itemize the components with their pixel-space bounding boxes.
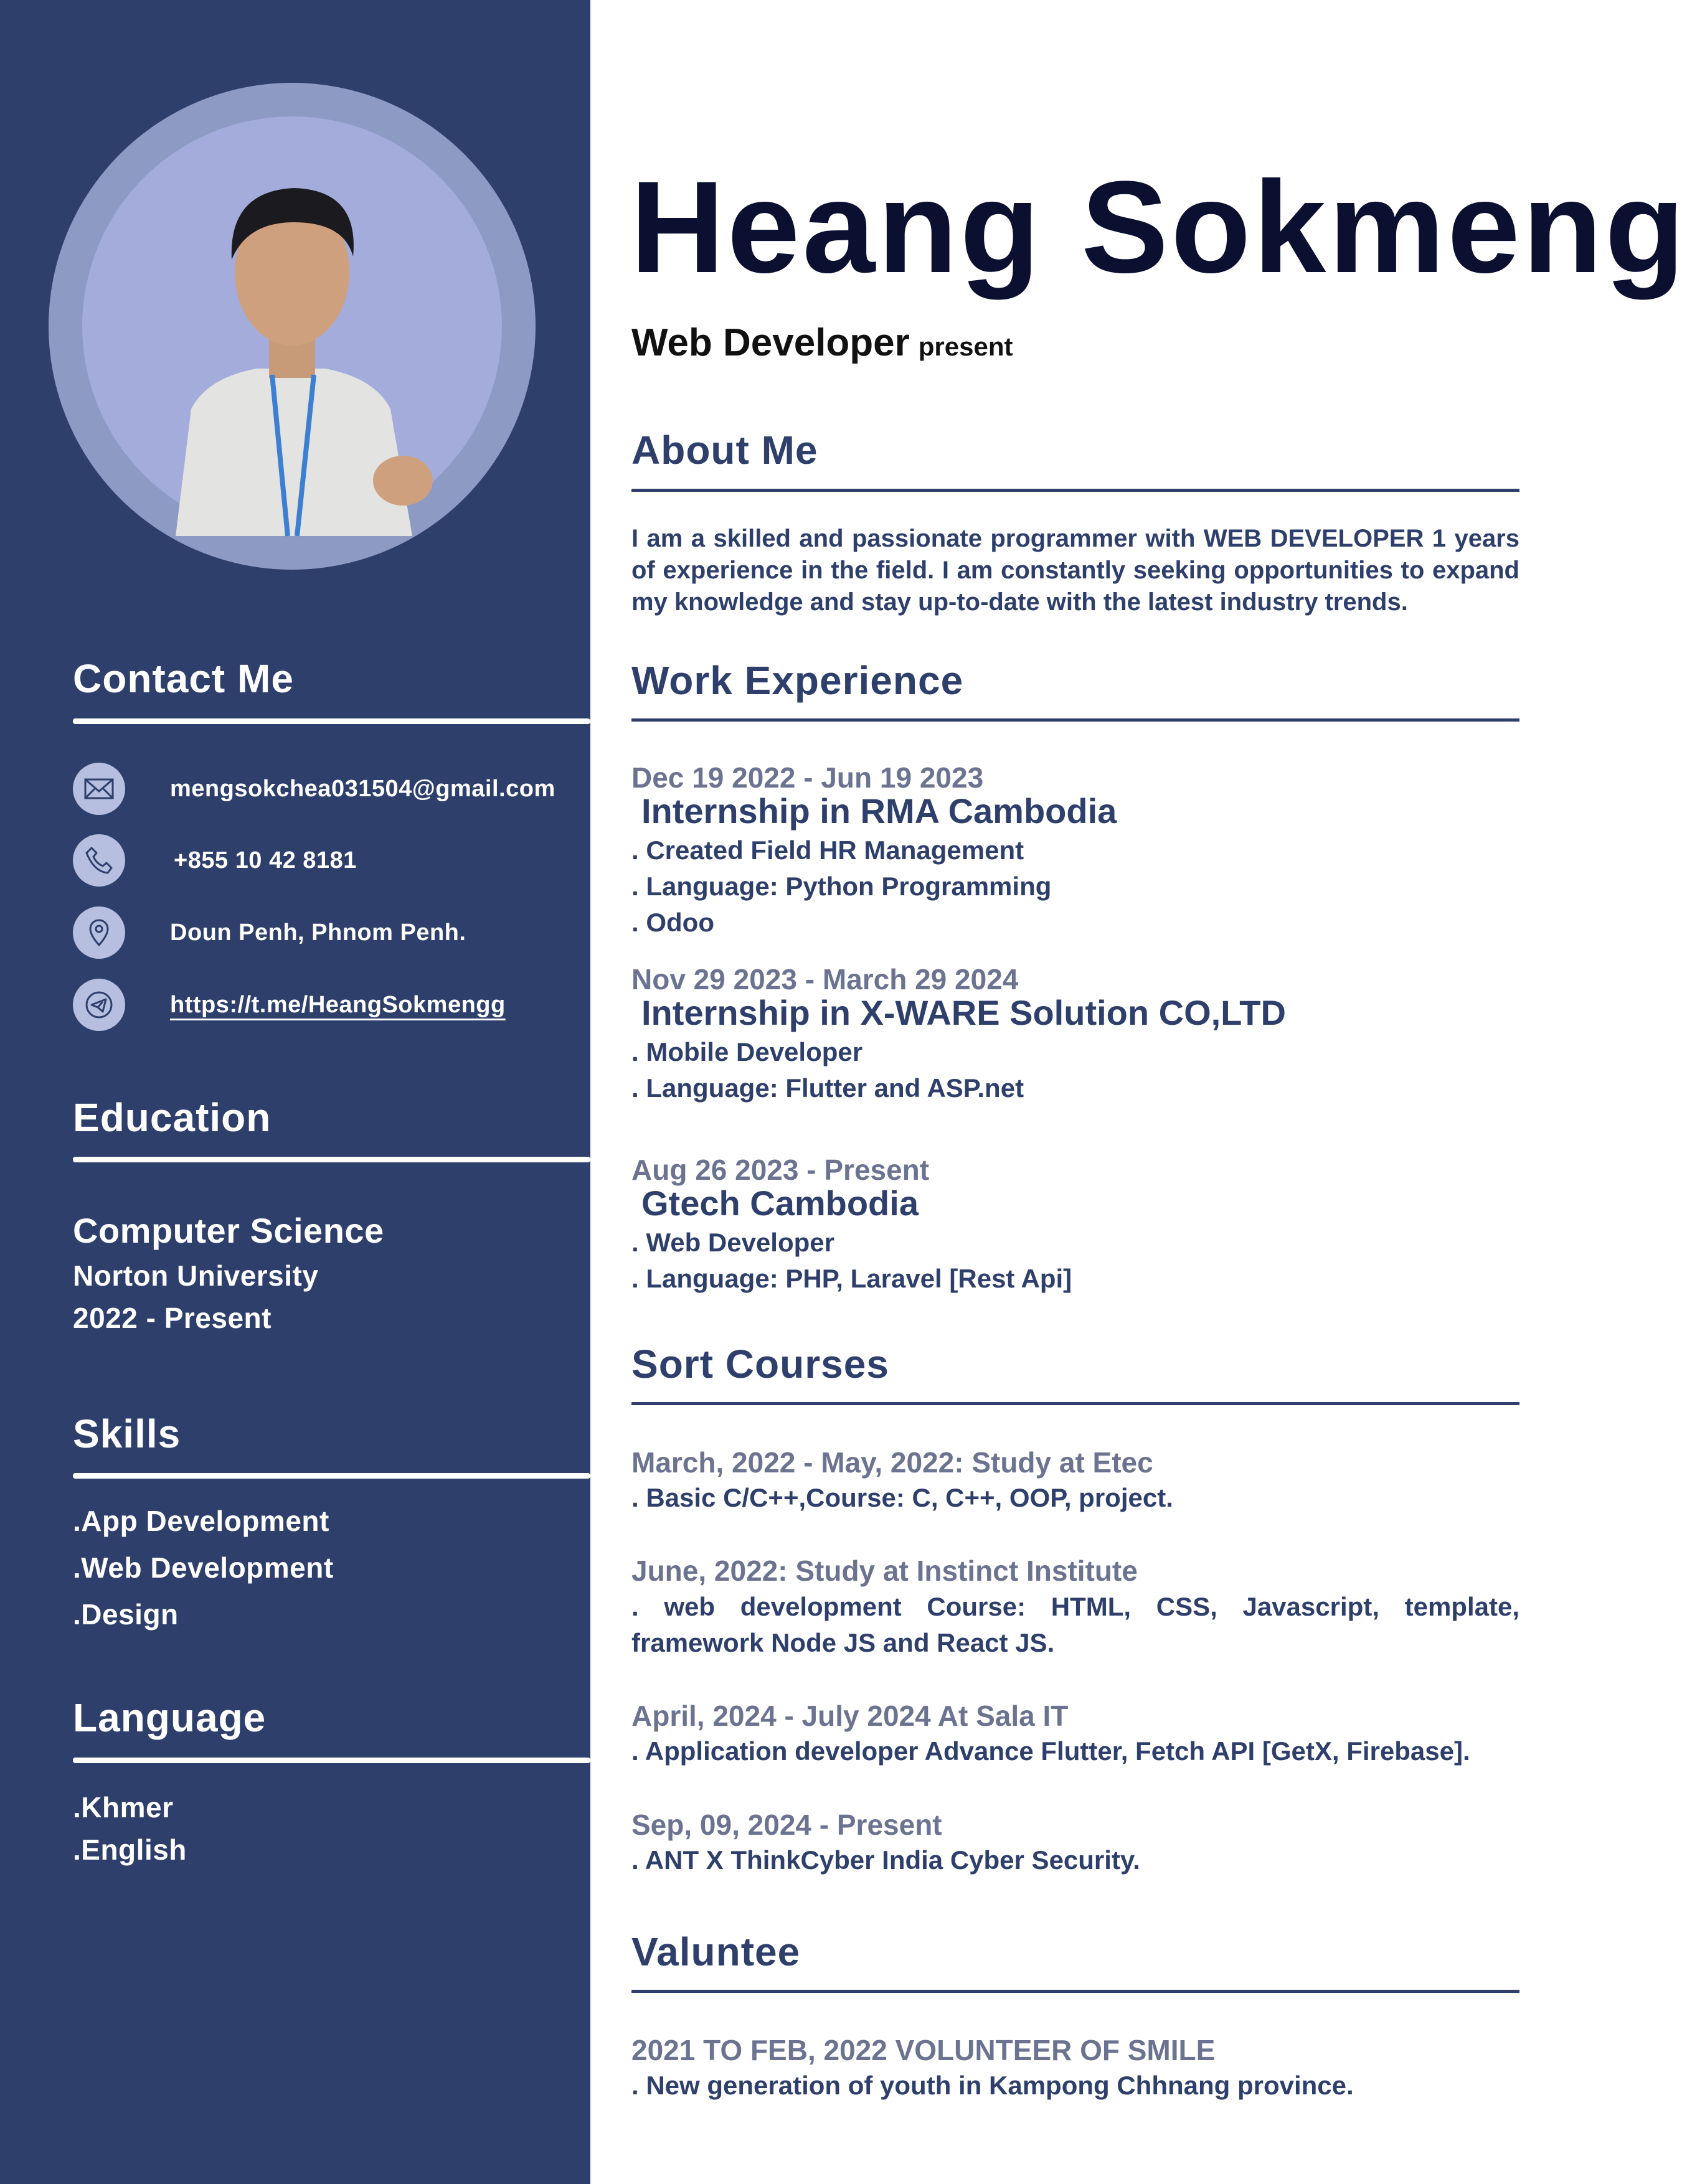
language-divider	[73, 1758, 590, 1763]
course-detail: . ANT X ThinkCyber India Cyber Security.	[631, 1845, 1140, 1875]
job-date: Aug 26 2023 - Present	[631, 1154, 930, 1186]
about-divider	[631, 489, 1519, 492]
phone-icon	[73, 834, 125, 887]
contact-address: Doun Penh, Phnom Penh.	[170, 919, 466, 946]
contact-telegram-row	[73, 979, 506, 1031]
about-heading: About Me	[631, 428, 818, 473]
job-title: Web Developer	[631, 321, 910, 364]
skills-heading: Skills	[73, 1411, 181, 1456]
work-divider	[631, 718, 1519, 722]
education-years: 2022 - Present	[73, 1302, 272, 1334]
contact-divider	[73, 718, 590, 724]
contact-address-row	[73, 906, 466, 959]
job-date: Dec 19 2022 - Jun 19 2023	[631, 761, 984, 794]
course-detail: . Basic C/C++,Course: C, C++, OOP, project.	[631, 1483, 1173, 1512]
volunteer-divider	[631, 1990, 1519, 1993]
course-detail: . Application developer Advance Flutter, Fetch API [GetX, Firebase].	[631, 1736, 1470, 1766]
job-detail: . Mobile Developer	[631, 1037, 863, 1066]
contact-heading: Contact Me	[73, 656, 294, 701]
contact-email-row	[73, 763, 555, 815]
location-pin-icon	[73, 906, 125, 959]
job-title: Internship in X-WARE Solution CO,LTD	[641, 993, 1286, 1032]
contact-email[interactable]: mengsokchea031504@gmail.com	[170, 775, 555, 802]
contact-phone-row	[73, 834, 357, 887]
job-title-note: present	[918, 332, 1013, 361]
skills-divider	[73, 1473, 590, 1479]
skill-item: .App Development	[73, 1505, 329, 1537]
job-detail: . Language: Flutter and ASP.net	[631, 1073, 1024, 1103]
language-item: .English	[73, 1833, 187, 1866]
course-date: March, 2022 - May, 2022: Study at Etec	[631, 1446, 1153, 1479]
about-text: I am a skilled and passionate programmer with WEB DEVELOPER 1 years of experience in the field. I am constantly seeking opportunities to expand my knowledge and stay up-to-date with the latest industry trends.	[631, 525, 1519, 616]
contact-telegram-link[interactable]: https://t.me/HeangSokmengg	[170, 991, 506, 1018]
course-detail: . web development Course: HTML, CSS, Javascript, template, framework Node JS and React JS.	[631, 1592, 1519, 1657]
job-date: Nov 29 2023 - March 29 2024	[631, 963, 1019, 996]
language-heading: Language	[73, 1695, 267, 1740]
job-detail: . Language: PHP, Laravel [Rest Api]	[631, 1264, 1072, 1293]
education-divider	[73, 1157, 590, 1162]
job-title: Gtech Cambodia	[641, 1184, 919, 1223]
job-detail: . Odoo	[631, 908, 714, 937]
skill-item: .Web Development	[73, 1551, 334, 1584]
education-heading: Education	[73, 1095, 272, 1140]
contact-phone[interactable]: +855 10 42 8181	[174, 847, 357, 873]
person-name: Heang Sokmeng	[630, 154, 1687, 300]
job-title: Internship in RMA Cambodia	[641, 791, 1117, 831]
courses-divider	[631, 1402, 1519, 1405]
volunteer-detail: . New generation of youth in Kampong Chhnang province.	[631, 2071, 1354, 2100]
job-detail: . Web Developer	[631, 1228, 834, 1257]
job-detail: . Created Field HR Management	[631, 835, 1024, 865]
education-school: Norton University	[73, 1259, 319, 1292]
job-detail: . Language: Python Programming	[631, 872, 1052, 901]
course-date: June, 2022: Study at Instinct Institute	[631, 1555, 1138, 1587]
person-silhouette-icon	[82, 116, 502, 536]
work-heading: Work Experience	[631, 658, 964, 703]
course-date: April, 2024 - July 2024 At Sala IT	[631, 1700, 1069, 1732]
telegram-icon	[73, 979, 125, 1031]
education-degree: Computer Science	[73, 1211, 384, 1250]
language-item: .Khmer	[73, 1791, 174, 1824]
skill-item: .Design	[73, 1598, 179, 1631]
mail-icon	[73, 763, 125, 815]
volunteer-heading: Valuntee	[631, 1929, 801, 1974]
courses-heading: Sort Courses	[631, 1342, 889, 1386]
profile-photo	[82, 116, 502, 536]
volunteer-date: 2021 TO FEB, 2022 VOLUNTEER OF SMILE	[631, 2034, 1216, 2066]
course-date: Sep, 09, 2024 - Present	[631, 1809, 942, 1841]
job-title-line	[631, 321, 1013, 365]
